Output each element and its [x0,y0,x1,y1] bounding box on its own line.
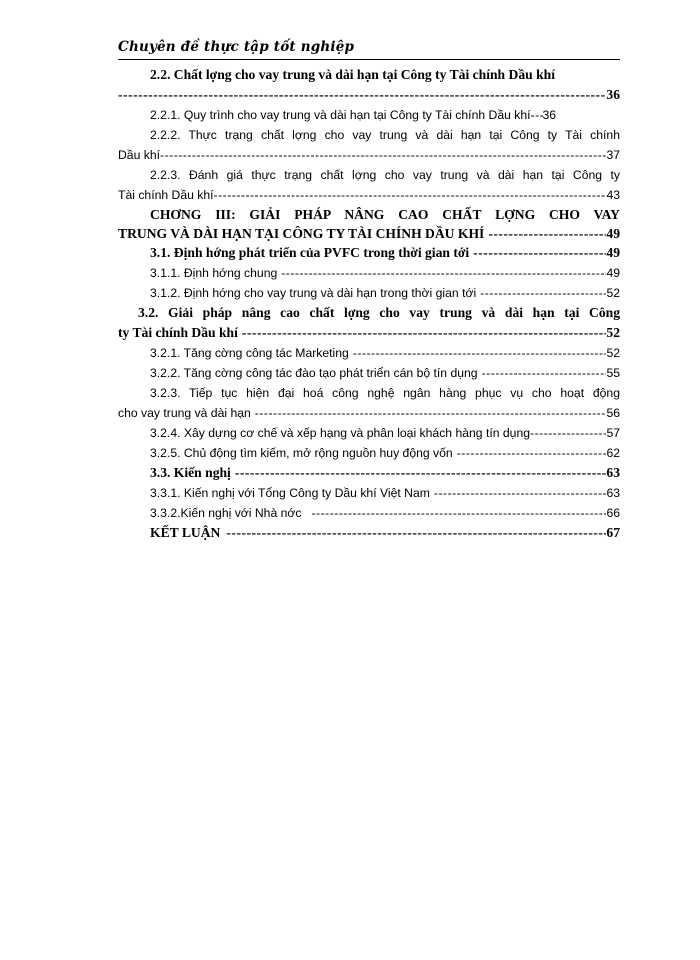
toc-entry-title: KẾT LUẬN [150,525,221,540]
dot-leader [302,503,607,523]
dot-leader [478,363,607,383]
toc-entry-title-cont: TRUNG VÀ DÀI HẠN TẠI CÔNG TY TÀI CHÍNH DẦU KHÍ [118,226,485,241]
toc-entry-3-2-1[interactable] [118,343,620,363]
toc-page-number: 43 [606,188,620,202]
toc-entry-title: 2.2.1. Quy trình cho vay trung và dài hạn tại Công ty Tài chính Dầu khí [150,108,531,122]
toc-entry-3-2-5[interactable] [118,443,620,463]
toc-chapter-3[interactable] [118,205,620,224]
toc-page-number: 37 [606,148,620,162]
toc-entry-title: 3.1.1. Định hớng chung [150,266,278,280]
toc-page-number: 66 [606,506,620,520]
toc-entry-title-cont: Tài chính Dầu khí [118,188,214,202]
toc-entry-3-2-4[interactable] [118,423,620,443]
dot-leader [530,423,606,443]
dot-leader [160,145,606,165]
toc-page-number: 52 [606,286,620,300]
toc-page-number: 56 [606,406,620,420]
dot-leader [214,185,607,205]
toc-page-number: 52 [606,346,620,360]
toc-entry-conclusion[interactable] [118,523,620,543]
dot-leader [220,523,606,543]
toc-page-number: 63 [606,486,620,500]
dot-leader [476,283,606,303]
toc-page-number: 49 [606,266,620,280]
toc-entry-3-1[interactable] [118,243,620,263]
toc-entry-title-cont: Dầu khí [118,148,161,162]
toc-entry-2-2-3-cont [118,185,620,205]
toc-page-number: 62 [606,446,620,460]
dot-leader [238,323,607,343]
toc-entry-3-2-3-cont [118,403,620,423]
toc-entry-title-cont: ty Tài chính Dầu khí [118,325,238,340]
toc-page-number: 63 [606,465,620,480]
toc-entry-3-1-1[interactable] [118,263,620,283]
toc-entry-title: CHƠNG III: GIẢI PHÁP NÂNG CAO CHẤT LỢNG CHO VAY [150,207,620,222]
toc-entry-2-2[interactable] [118,65,620,85]
toc-entry-title: 3.3.1. Kiến nghị với Tổng Công ty Dầu khí Việt Nam [150,486,430,500]
toc-page-number: 36 [606,87,620,102]
dot-leader [469,243,606,263]
toc-chapter-3-cont [118,224,620,243]
toc-entry-title-cont: cho vay trung và dài hạn [118,406,251,420]
toc-page-number: 49 [606,245,620,260]
dot-leader [231,463,607,483]
header-title: Chuyên đề thực tập tốt nghiệp [118,39,355,55]
dot-leader [531,105,543,125]
dot-leader [118,85,606,105]
toc-entry-3-3-1[interactable] [118,483,620,503]
toc-entry-title: 3.3.2.Kiến nghị với Nhà nớc [150,506,302,520]
dot-leader [277,263,606,283]
toc-entry-title: 3.2.2. Tăng cờng công tác đào tạo phát triển cán bộ tín dụng [150,366,478,380]
toc-entry-2-2-3[interactable] [118,165,620,185]
toc-entry-title: 3.1. Định hớng phát triển của PVFC trong thời gian tới [150,245,470,260]
toc-entry-title: 3.2.3. Tiếp tục hiện đại hoá công nghệ ngân hàng phục vụ cho hoạt động [150,386,620,400]
toc-page-number: 36 [542,108,557,122]
toc-entry-title: 3.3. Kiến nghị [150,465,231,480]
toc-entry-title: 3.2.5. Chủ động tìm kiếm, mở rộng nguồn huy động vốn [150,446,453,460]
toc-entry-title: 3.2.4. Xây dựng cơ chế và xếp hạng và phân loại khách hàng tín dụng [150,426,531,440]
toc-page-number: 57 [606,426,620,440]
toc-entry-3-1-2[interactable] [118,283,620,303]
toc-entry-3-2-cont [118,323,620,343]
page-header [118,37,620,60]
toc-entry-2-2-leader [118,85,620,105]
toc-entry-2-2-2[interactable] [118,125,620,145]
dot-leader [430,483,607,503]
toc-entry-title: 2.2. Chất lợng cho vay trung và dài hạn tại Công ty Tài chính Dầu khí [150,67,555,82]
toc-entry-2-2-2-cont [118,145,620,165]
dot-leader [349,343,607,363]
toc-entry-title: 2.2.2. Thực trạng chất lợng cho vay trung và dài hạn tại Công ty Tài chính [150,128,620,142]
toc-entry-title: 3.2. Giải pháp nâng cao chất lợng cho vay trung và dài hạn tại Công [138,305,620,320]
toc-entry-3-3[interactable] [118,463,620,483]
dot-leader [251,403,607,423]
toc-page-number: 52 [606,325,620,340]
toc-entry-2-2-1[interactable] [118,105,620,125]
toc-entry-3-2-2[interactable] [118,363,620,383]
toc-page-number: 67 [606,525,620,540]
toc-page-number: 49 [606,226,620,241]
toc-entry-3-2-3[interactable] [118,383,620,403]
toc-entry-title: 3.2.1. Tăng cờng công tác Marketing [150,346,349,360]
toc-entry-3-2[interactable] [118,303,620,323]
toc-entry-title: 2.2.3. Đánh giá thực trạng chất lợng cho vay trung và dài hạn tại Công ty [150,168,620,182]
dot-leader [453,443,607,463]
toc-page-number: 55 [606,366,620,380]
toc-entry-title: 3.1.2. Định hớng cho vay trung và dài hạn trong thời gian tới [150,286,477,300]
dot-leader [484,224,606,243]
table-of-contents [118,65,620,543]
toc-entry-3-3-2[interactable] [118,503,620,523]
